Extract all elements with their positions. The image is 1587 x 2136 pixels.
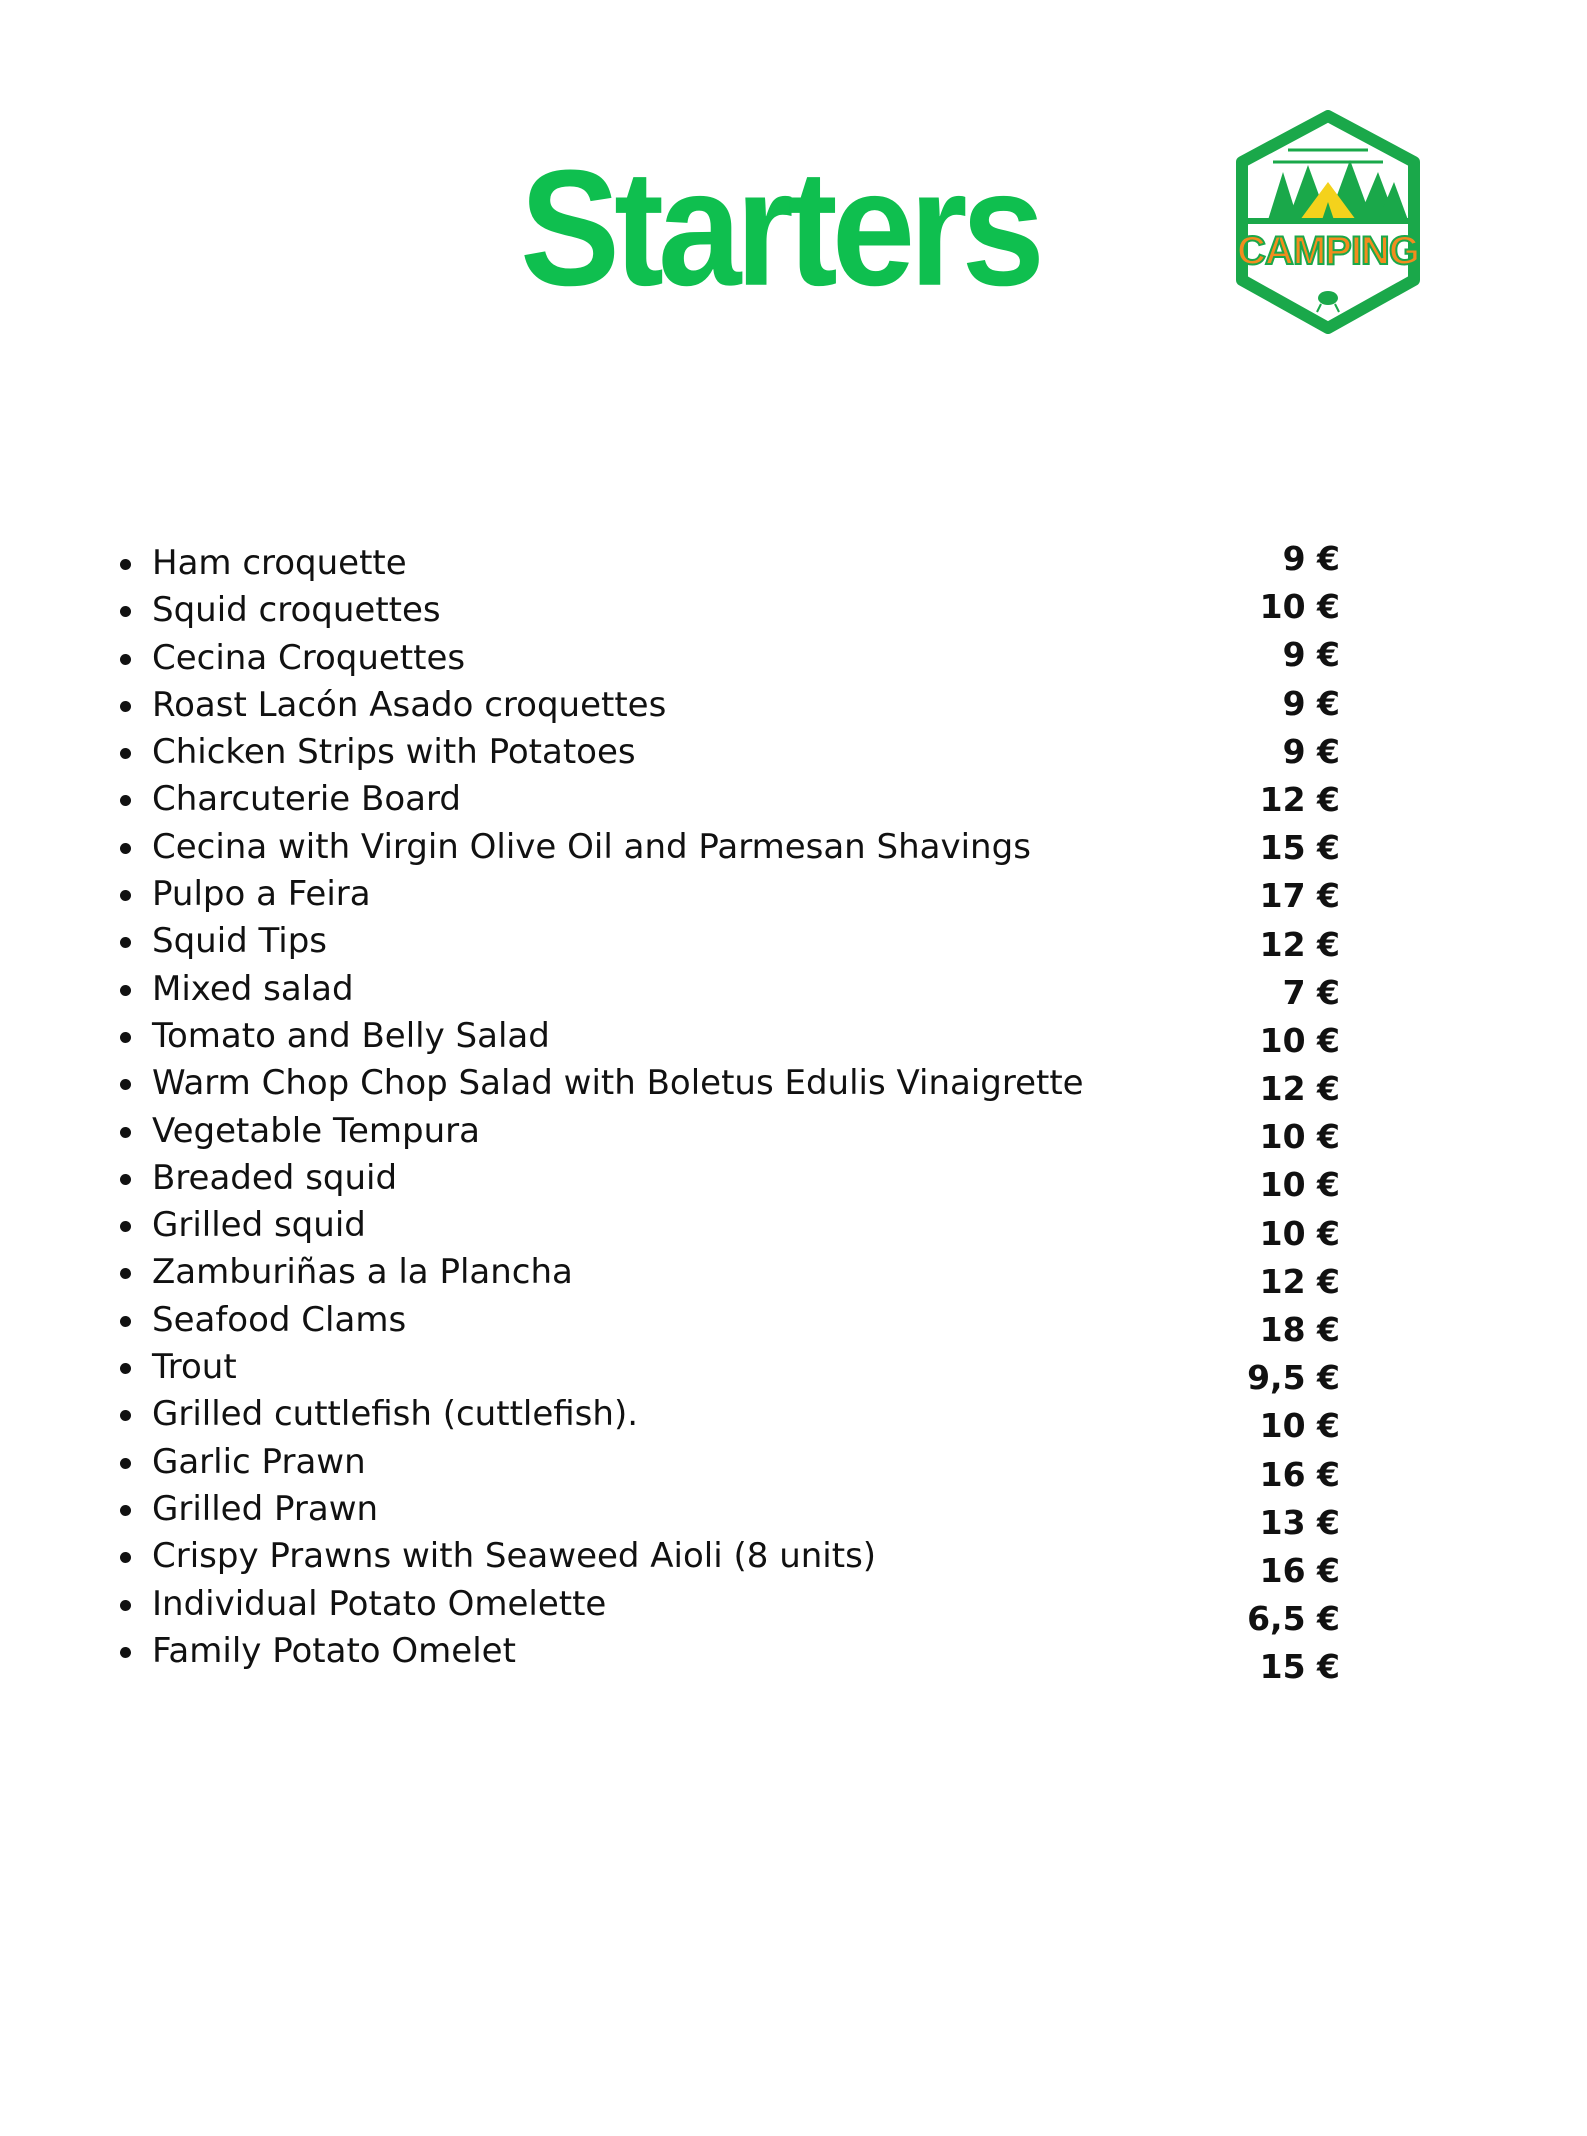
menu-item: Trout <box>120 1344 1080 1391</box>
menu-item-price: 13 € <box>1259 1502 1340 1542</box>
menu-item-price: 12 € <box>1259 1069 1340 1109</box>
menu-item: Grilled cuttlefish (cuttlefish). <box>120 1391 1080 1438</box>
menu-item: Vegetable Tempura <box>120 1108 1080 1155</box>
menu-item: Grilled Prawn <box>120 1486 1080 1533</box>
menu-item: Cecina Croquettes <box>120 635 1080 682</box>
menu-item-price: 9,5 € <box>1247 1358 1340 1398</box>
menu-item-price: 12 € <box>1259 924 1340 964</box>
camping-badge-icon <box>1228 110 1428 334</box>
menu-item-price: 15 € <box>1259 828 1340 868</box>
menu-item: Roast Lacón Asado croquettes <box>120 682 1080 729</box>
menu-item: Mixed salad <box>120 966 1080 1013</box>
menu-item-price: 16 € <box>1259 1454 1340 1494</box>
menu-item: Tomato and Belly Salad <box>120 1013 1080 1060</box>
menu-item: Charcuterie Board <box>120 776 1080 823</box>
menu-item: Garlic Prawn <box>120 1439 1080 1486</box>
menu-item: Crispy Prawns with Seaweed Aioli (8 units) <box>120 1533 1080 1580</box>
menu-item-price: 10 € <box>1259 1165 1340 1205</box>
logo-text: CAMPING <box>1237 229 1419 273</box>
menu-item: Grilled squid <box>120 1202 1080 1249</box>
menu-item: Pulpo a Feira <box>120 871 1080 918</box>
menu-item: Warm Chop Chop Salad with Boletus Edulis Vinaigrette <box>120 1060 1080 1107</box>
menu-item-price: 18 € <box>1259 1310 1340 1349</box>
menu-item: Squid Tips <box>120 918 1080 965</box>
menu-item: Seafood Clams <box>120 1297 1080 1344</box>
menu-item-price: 9 € <box>1282 683 1340 723</box>
camping-logo <box>1228 110 1428 334</box>
menu-item: Family Potato Omelet <box>120 1628 1080 1675</box>
menu-item-price: 15 € <box>1259 1647 1340 1687</box>
menu-item-price: 9 € <box>1282 635 1340 675</box>
menu-item: Breaded squid <box>120 1155 1080 1202</box>
menu-item-price: 16 € <box>1259 1550 1340 1590</box>
menu-item: Zamburiñas a la Plancha <box>120 1249 1080 1296</box>
menu-item-price: 10 € <box>1259 587 1340 627</box>
menu-item-price: 6,5 € <box>1247 1599 1340 1639</box>
menu-item: Individual Potato Omelette <box>120 1581 1080 1628</box>
menu-item: Ham croquette <box>120 540 1080 587</box>
menu-item: Chicken Strips with Potatoes <box>120 729 1080 776</box>
menu-item-price: 7 € <box>1282 972 1340 1012</box>
menu-item-price: 10 € <box>1259 1213 1340 1253</box>
menu-item: Squid croquettes <box>120 587 1080 634</box>
menu-item-price: 9 € <box>1282 731 1340 771</box>
menu-item: Cecina with Virgin Olive Oil and Parmesan Shavings <box>120 824 1080 871</box>
menu-item-price: 10 € <box>1259 1117 1340 1157</box>
menu-item-price: 12 € <box>1259 1261 1340 1301</box>
menu-item-price: 12 € <box>1259 779 1340 819</box>
menu-item-price: 9 € <box>1282 539 1340 578</box>
menu-item-price: 10 € <box>1259 1020 1340 1060</box>
menu-item-price: 17 € <box>1259 876 1340 916</box>
page-title: Starters <box>520 135 1039 320</box>
menu-item-price: 10 € <box>1259 1406 1340 1446</box>
menu-item-list <box>120 540 1084 1675</box>
menu-price-list <box>1150 535 1340 1692</box>
